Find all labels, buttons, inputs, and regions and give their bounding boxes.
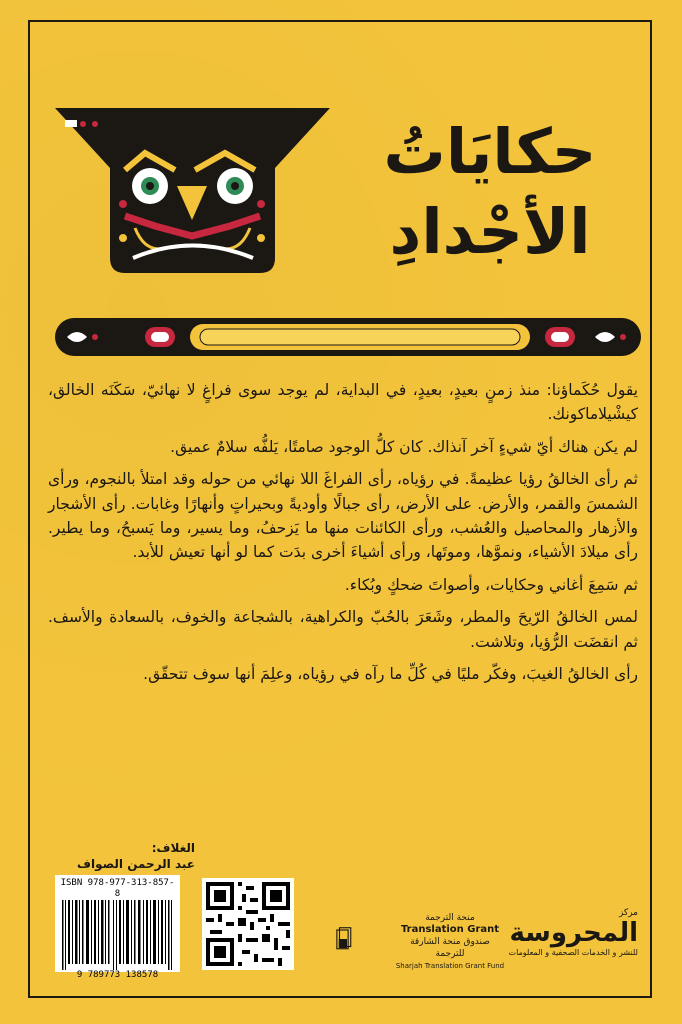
grant-ar: منحة الترجمة <box>425 913 475 923</box>
title-line-1: حكايَاتُ <box>383 115 597 188</box>
isbn-digits: 9 789773 138578 <box>76 970 159 980</box>
qr-code <box>202 878 294 970</box>
title-line-2: الأجْدادِ <box>389 195 591 268</box>
isbn-label: ISBN 978-977-313-857-8 <box>60 878 175 899</box>
barcode-bars <box>60 900 175 970</box>
book-stack-icon <box>335 905 395 973</box>
paragraph: لمس الخالقُ الرّيحَ والمطر، وشَعَرَ بالحُبّ والكراهية، بالشجاعة والخوف، بالسعادة والأسف. ثم انقضَت الرُّؤيا، وتلاشت. <box>48 608 638 651</box>
publisher-name: المحروسة <box>509 918 638 948</box>
book-title <box>340 112 640 282</box>
translation-grant <box>395 912 505 972</box>
publisher-tagline: للنشر و الخدمات الصحفية و المعلومات <box>508 948 638 957</box>
blurb-text <box>48 378 638 694</box>
credit-label: الغلاف: <box>151 841 195 855</box>
totem-mask-illustration <box>55 108 335 278</box>
paragraph: رأى الخالقُ الغيبَ، وفكّر مليًا في كُلِّ ما رآه في رؤياه، وعلِمَ أنها سوف تتحقّق. <box>143 665 638 684</box>
publisher-logo <box>508 908 638 958</box>
decorative-band <box>55 318 641 356</box>
grant-en: Translation Grant <box>400 924 500 935</box>
credit-name: عبد الرحمن الصواف <box>77 857 195 871</box>
cover-credit <box>55 840 195 872</box>
paragraph: يقول حُكَماؤنا: منذ زمنٍ بعيدٍ، بعيدٍ، في البداية، لم يوجد سوى فراغٍ لا نهائيّ، سَكَنَه الخالق، كيشْيلاماكونك. <box>48 381 638 424</box>
publisher-prefix: مركز <box>618 908 638 918</box>
isbn-barcode <box>55 875 180 980</box>
paragraph: لم يكن هناك أيّ شيءٍ آخر آنذاك. كان كلُّ الوجود صامتًا، يَلفُّه سلامٌ عميق. <box>170 437 638 456</box>
paragraph: ثم رأى الخالقُ رؤيا عظيمةً. في رؤياه، رأى الفراغَ اللا نهائي من حوله وقد امتلأ بالنجوم، ورأى الشمسَ والقمر، والأرض. على الأرض، رأى جبالًا وأوديةً وبحيراتٍ وأنهارًا وغابات. رأى الأشجار والأزهار والمحاصيل والعُشب، ورأى الكائنات منها ما يَزحفُ، وما يسير، وما يَسبحُ، وما يطير. رأى ميلادَ الأشياء، ونموَّها، وموتَها، ورأى أشياءَ أخرى بدَت كما لو أنها تعيش للأبد. <box>48 470 638 562</box>
paragraph: ثم سَمِعَ أغاني وحكايات، وأصواتَ ضحكٍ وبُكاء. <box>344 575 638 594</box>
grant-fund-en: Sharjah Translation Grant Fund <box>395 962 505 970</box>
grant-fund-ar: صندوق منحة الشارقة للترجمة <box>410 937 490 959</box>
